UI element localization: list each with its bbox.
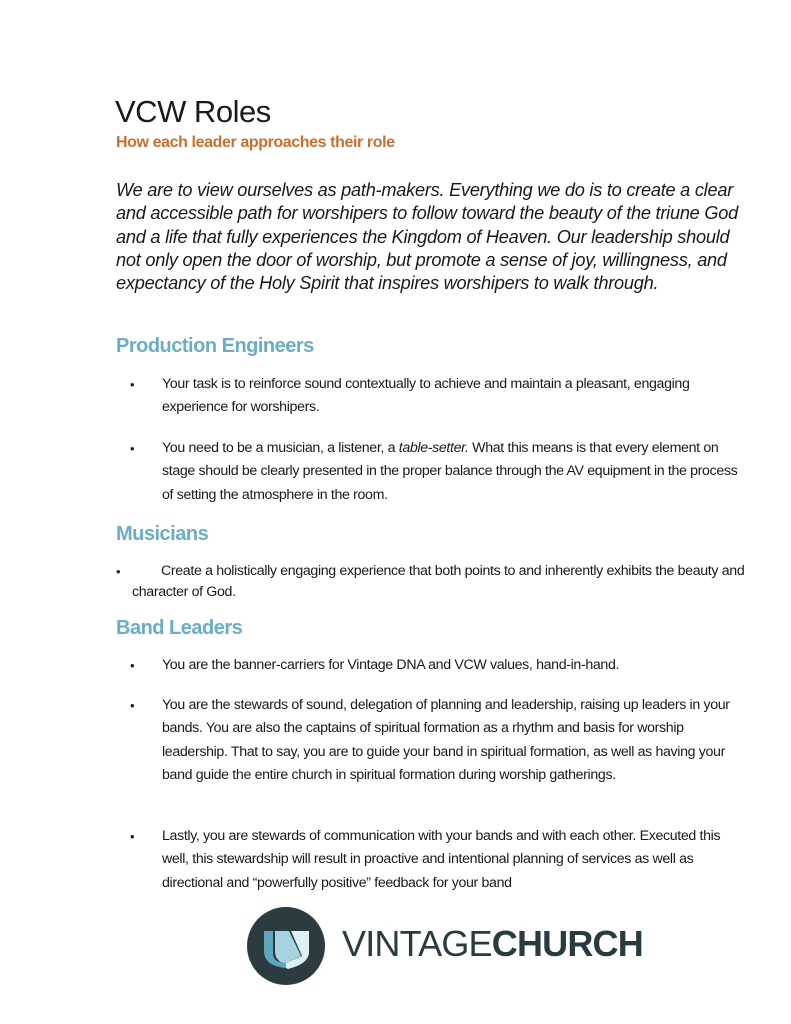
section-heading-band-leaders: Band Leaders	[116, 617, 243, 639]
production-bullet-2	[162, 437, 747, 507]
production-bullet-2-text-start: You need to be a musician, a listener, a	[162, 440, 399, 456]
bullet-marker: •	[130, 829, 135, 844]
band-leaders-bullet-3: Lastly, you are stewards of communication with your bands and with each other. Executed this well, this stewardship will result in proactive and intentional planning of services as well as directional and “powerfully positive” feedback for your band	[162, 828, 721, 891]
section-heading-musicians: Musicians	[116, 523, 209, 545]
page-title: VCW Roles	[115, 94, 271, 129]
production-bullet-1: Your task is to reinforce sound contextually to achieve and maintain a pleasant, engaging experience for worshipers.	[162, 376, 690, 416]
intro-paragraph: We are to view ourselves as path-makers. Everything we do is to create a clear and accessible path for worshipers to follow toward the beauty of the triune God and a life that fully experiences the Kingdom of Heaven. Our leadership should not only open the door of worship, but promote a sense of joy, willingness, and expectancy of the Holy Spirit that inspires worshipers to walk through.	[116, 180, 738, 294]
band-leaders-bullet-2: You are the stewards of sound, delegation of planning and leadership, raising up leaders in your bands. You are also the captains of spiritual formation as a rhythm and basis for worship leadership. That to say, you are to guide your band in spiritual formation, as well as having your band guide the entire church in spiritual formation during worship gatherings.	[162, 697, 730, 784]
bullet-marker: •	[130, 698, 135, 713]
logo-word-church: CHURCH	[491, 923, 643, 964]
bullet-marker: •	[130, 377, 135, 392]
bullet-marker: •	[130, 441, 135, 456]
section-heading-production-engineers: Production Engineers	[116, 335, 314, 357]
production-bullet-2-emphasis: table-setter.	[398, 440, 469, 456]
vintage-church-emblem-icon	[246, 906, 328, 986]
vintage-church-wordmark	[342, 923, 643, 965]
bullet-marker: •	[130, 658, 135, 673]
logo-word-vintage: VINTAGE	[342, 923, 492, 964]
page-subtitle: How each leader approaches their role	[116, 134, 395, 151]
vintage-church-logo	[246, 906, 643, 986]
bullet-marker: •	[116, 564, 121, 579]
production-bullet-2-text-end: What this means is that every element on stage should be clearly presented in the proper balance through the AV equipment in the process of setting the atmosphere in the room.	[162, 440, 738, 503]
musicians-bullet-1: Create a holistically engaging experience that both points to and inherently exhibits the beauty and character of God.	[132, 563, 745, 600]
band-leaders-bullet-1: You are the banner-carriers for Vintage DNA and VCW values, hand-in-hand.	[162, 657, 620, 673]
